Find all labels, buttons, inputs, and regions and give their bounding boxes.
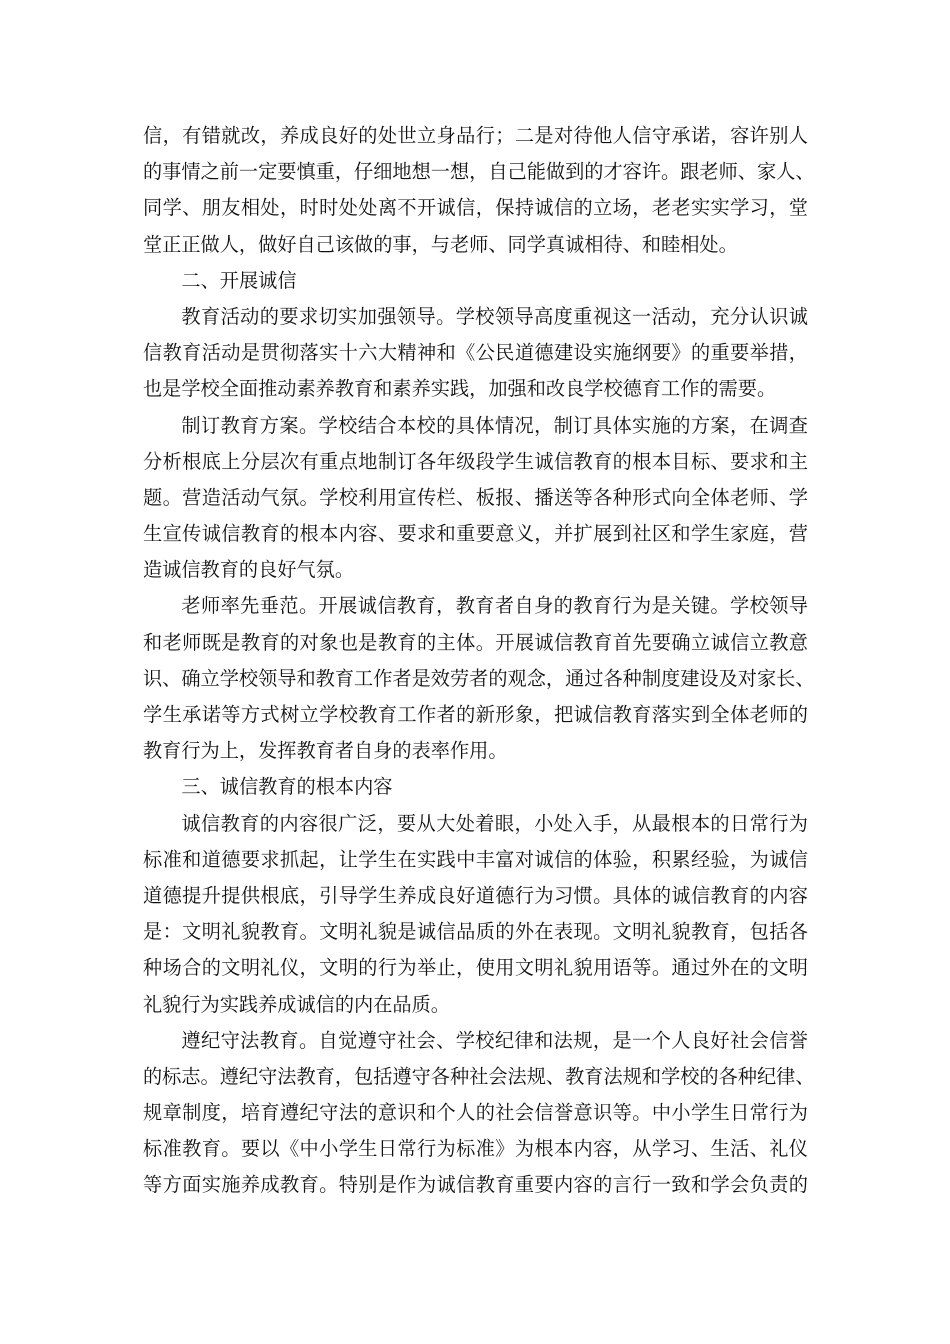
- paragraph: [143, 408, 808, 589]
- text-line: 造诚信教育的良好气氛。: [143, 558, 355, 582]
- text-line: 制订教育方案。学校结合本校的具体情况，制订具体实施的方案，在调查: [181, 413, 808, 437]
- text-line: 的事情之前一定要慎重，仔细地想一想，自己能做到的才容许。跟老师、家人、: [143, 160, 815, 184]
- text-line: 题。营造活动气氛。学校利用宣传栏、板报、播送等各种形式向全体老师、学: [143, 485, 808, 509]
- text-line: 标准教育。要以《中小学生日常行为标准》为根本内容，从学习、生活、礼仪: [143, 1137, 808, 1161]
- paragraph: [143, 118, 815, 263]
- text-line: 是：文明礼貌教育。文明礼貌是诚信品质的外在表现。文明礼貌教育，包括各: [143, 920, 808, 944]
- text-line: 生宣传诚信教育的根本内容、要求和重要意义，并扩展到社区和学生家庭，营: [143, 522, 808, 546]
- text-line: 教育行为上，发挥教育者自身的表率作用。: [143, 739, 508, 763]
- text-line: 礼貌行为实践养成诚信的内在品质。: [143, 992, 450, 1016]
- section-heading: [143, 769, 808, 805]
- text-line: 信，有错就改，养成良好的处世立身品行；二是对待他人信守承诺，容许别人: [143, 124, 808, 147]
- text-line: 三、诚信教育的根本内容: [181, 775, 393, 799]
- text-line: 老师率先垂范。开展诚信教育，教育者自身的教育行为是关键。学校领导: [181, 594, 808, 618]
- text-line: 道德提升提供根底，引导学生养成良好道德行为习惯。具体的诚信教育的内容: [143, 883, 808, 907]
- text-line: 二、开展诚信: [181, 268, 297, 292]
- text-line: 同学、朋友相处，时时处处离不开诚信，保持诚信的立场，老老实实学习，堂: [143, 196, 808, 220]
- text-line: 规章制度，培育遵纪守法的意识和个人的社会信誉意识等。中小学生日常行为: [143, 1101, 808, 1125]
- paragraph: [143, 1023, 815, 1204]
- paragraph: [143, 806, 808, 1023]
- text-line: 诚信教育的内容很广泛，要从大处着眼，小处入手，从最根本的日常行为: [181, 811, 808, 835]
- text-line: 识、确立学校领导和教育工作者是效劳者的观念，通过各种制度建设及对家长、: [143, 666, 815, 690]
- section-heading: [143, 263, 808, 299]
- text-line: 学生承诺等方式树立学校教育工作者的新形象，把诚信教育落实到全体老师的: [143, 703, 808, 726]
- text-line: 信教育活动是贯彻落实十六大精神和《公民道德建设实施纲要》的重要举措，: [143, 341, 808, 365]
- text-line: 种场合的文明礼仪，文明的行为举止，使用文明礼貌用语等。通过外在的文明: [143, 956, 808, 980]
- paragraph: [143, 299, 808, 408]
- text-line: 分析根底上分层次有重点地制订各年级段学生诚信教育的根本目标、要求和主: [143, 449, 808, 473]
- text-line: 的标志。遵纪守法教育，包括遵守各种社会法规、教育法规和学校的各种纪律、: [143, 1064, 815, 1088]
- document-body: [143, 118, 815, 1204]
- text-line: 遵纪守法教育。自觉遵守社会、学校纪律和法规，是一个人良好社会信誉: [181, 1028, 808, 1052]
- text-line: 也是学校全面推动素养教育和素养实践，加强和改良学校德育工作的需要。: [143, 377, 777, 401]
- paragraph: [143, 588, 815, 769]
- text-line: 和老师既是教育的对象也是教育的主体。开展诚信教育首先要确立诚信立教意: [143, 630, 808, 654]
- text-line: 等方面实施养成教育。特别是作为诚信教育重要内容的言行一致和学会负责的: [143, 1173, 808, 1197]
- text-line: 堂正正做人，做好自己该做的事，与老师、同学真诚相待、和睦相处。: [143, 232, 738, 256]
- text-line: 教育活动的要求切实加强领导。学校领导高度重视这一活动，充分认识诚: [181, 304, 808, 328]
- text-line: 标准和道德要求抓起，让学生在实践中丰富对诚信的体验，积累经验，为诚信: [143, 847, 808, 871]
